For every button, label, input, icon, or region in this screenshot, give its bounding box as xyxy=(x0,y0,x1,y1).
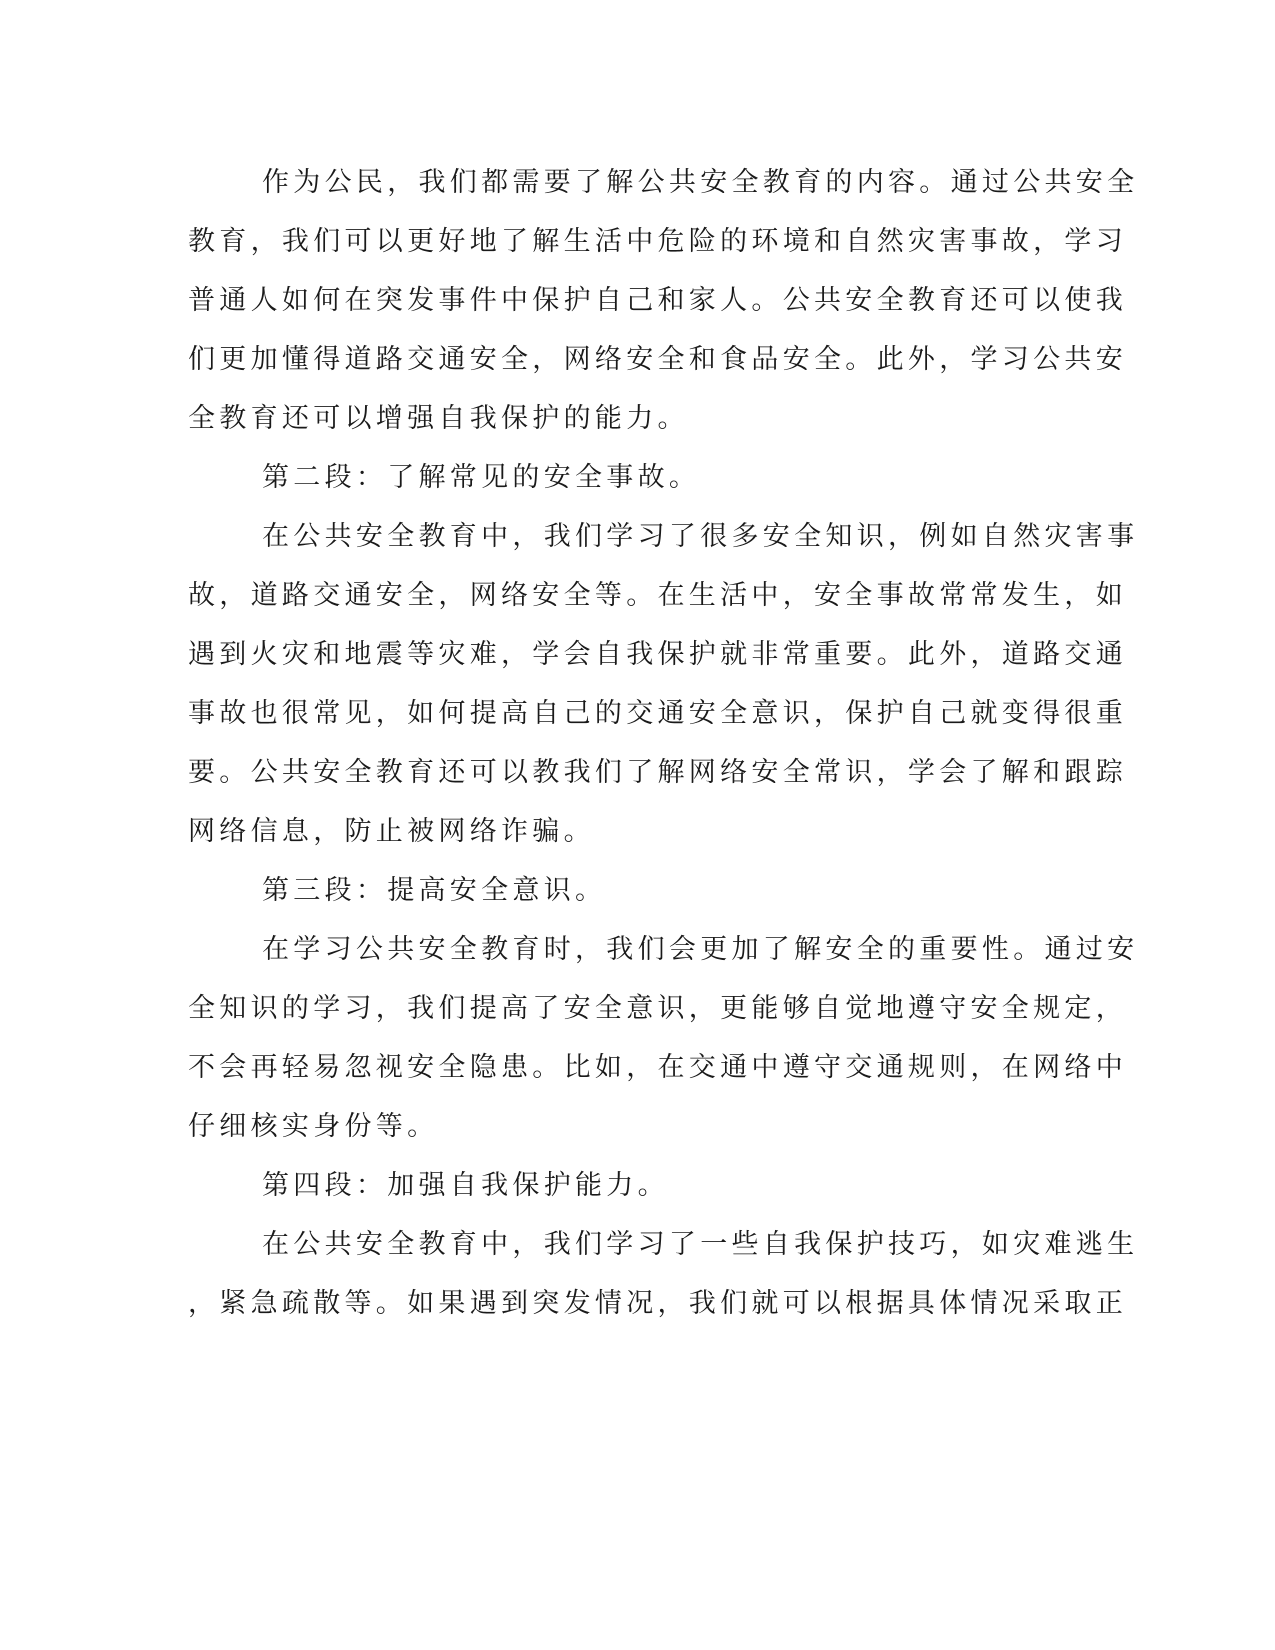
section-heading-2: 第二段：了解常见的安全事故。 xyxy=(262,462,701,493)
paragraph-4-line-1: 在公共安全教育中，我们学习了一些自我保护技巧，如灾难逃生 xyxy=(262,1229,1139,1260)
section-heading-4: 第四段：加强自我保护能力。 xyxy=(262,1170,669,1201)
paragraph-3-line-4: 仔细核实身份等。 xyxy=(188,1111,439,1142)
paragraph-1-line-2: 教育，我们可以更好地了解生活中危险的环境和自然灾害事故，学习 xyxy=(188,226,1127,257)
paragraph-1-line-3: 普通人如何在突发事件中保护自己和家人。公共安全教育还可以使我 xyxy=(188,285,1127,316)
paragraph-2-line-5: 要。公共安全教育还可以教我们了解网络安全常识，学会了解和跟踪 xyxy=(188,757,1127,788)
paragraph-3-line-3: 不会再轻易忽视安全隐患。比如，在交通中遵守交通规则，在网络中 xyxy=(188,1052,1127,1083)
paragraph-1-line-5: 全教育还可以增强自我保护的能力。 xyxy=(188,403,689,434)
paragraph-2-line-2: 故，道路交通安全，网络安全等。在生活中，安全事故常常发生，如 xyxy=(188,580,1127,611)
paragraph-3-line-1: 在学习公共安全教育时，我们会更加了解安全的重要性。通过安 xyxy=(262,934,1139,965)
paragraph-1-line-1: 作为公民，我们都需要了解公共安全教育的内容。通过公共安全 xyxy=(262,167,1139,198)
paragraph-2-line-6: 网络信息，防止被网络诈骗。 xyxy=(188,816,595,847)
section-heading-3: 第三段：提高安全意识。 xyxy=(262,875,607,906)
paragraph-3-line-2: 全知识的学习，我们提高了安全意识，更能够自觉地遵守安全规定， xyxy=(188,993,1127,1024)
paragraph-2-line-4: 事故也很常见，如何提高自己的交通安全意识，保护自己就变得很重 xyxy=(188,698,1127,729)
paragraph-1-line-4: 们更加懂得道路交通安全，网络安全和食品安全。此外，学习公共安 xyxy=(188,344,1127,375)
paragraph-2-line-1: 在公共安全教育中，我们学习了很多安全知识，例如自然灾害事 xyxy=(262,521,1139,552)
paragraph-2-line-3: 遇到火灾和地震等灾难，学会自我保护就非常重要。此外，道路交通 xyxy=(188,639,1127,670)
paragraph-4-line-2: ，紧急疏散等。如果遇到突发情况，我们就可以根据具体情况采取正 xyxy=(188,1288,1127,1319)
